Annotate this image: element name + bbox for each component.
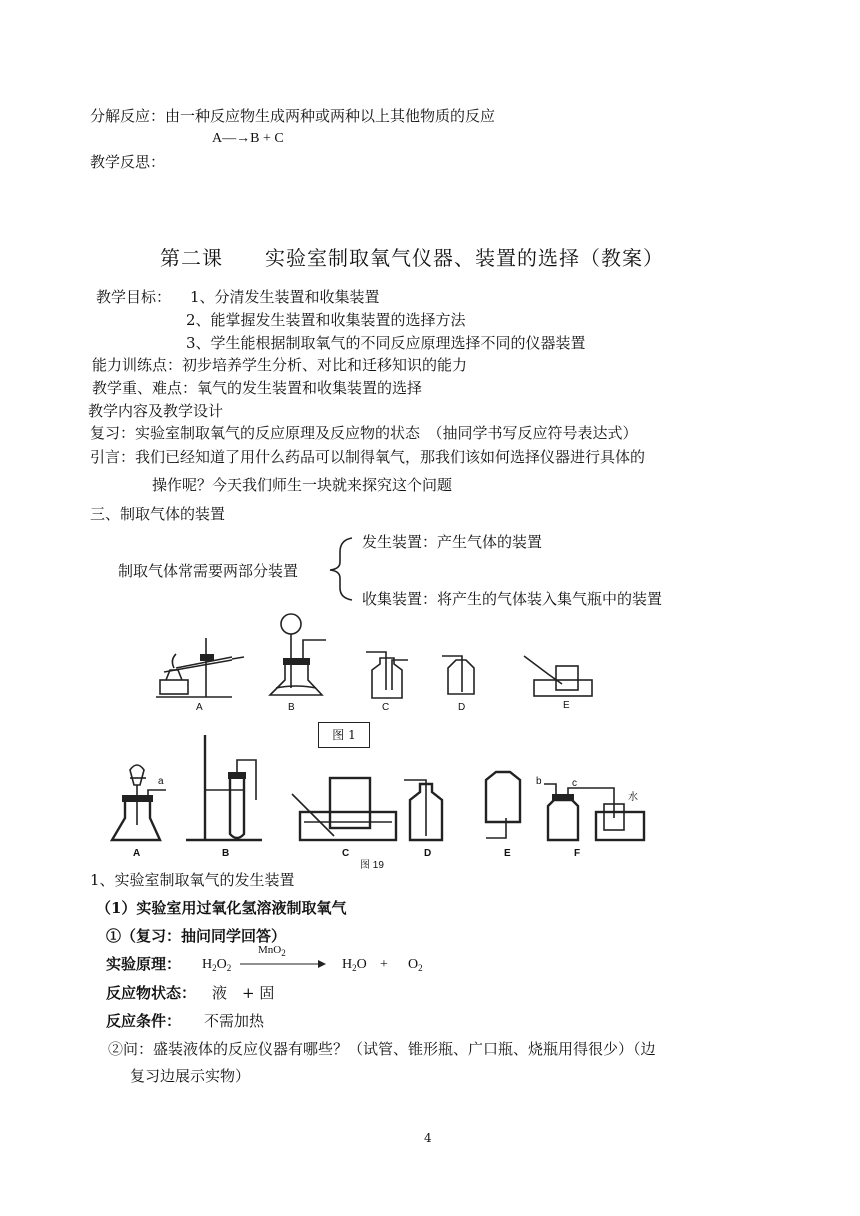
fig19-caption: 图 19 <box>360 860 384 871</box>
content-heading: 教学内容及教学设计 <box>88 402 224 420</box>
decomposition-equation: A—→B + C <box>212 131 284 146</box>
equation-plus: + <box>380 957 388 972</box>
condition-value: 不需加热 <box>204 1012 265 1030</box>
ability-point: 能力训练点：初步培养学生分析、对比和迁移知识的能力 <box>92 356 468 374</box>
fig1-apparatus-d <box>442 656 474 694</box>
fig19-label-c: C <box>342 848 350 859</box>
intro-line-2: 操作呢？今天我们师生一块就来探究这个问题 <box>152 476 453 494</box>
fig1-apparatus-e <box>524 656 592 696</box>
question-2-line-2: 复习边展示实物） <box>130 1067 251 1085</box>
fig1-label-c: C <box>382 702 390 713</box>
equation-catalyst: MnO$_2$ <box>258 944 286 958</box>
fig1-label-b: B <box>288 702 295 713</box>
fig1-caption: 图 1 <box>318 722 370 748</box>
fig1-label-e: E <box>563 700 570 711</box>
fig19-apparatus-c <box>292 778 396 840</box>
fig19-apparatus-e <box>486 772 520 838</box>
fig19-apparatus-b <box>186 735 262 840</box>
fig19-label-a-small: a <box>158 776 164 787</box>
page-number: 4 <box>424 1131 432 1145</box>
state-label: 反应物状态： <box>106 984 197 1002</box>
brace-icon <box>330 538 352 600</box>
lesson-title: 第二课 实验室制取氧气仪器、装置的选择（教案） <box>160 246 664 270</box>
fig19-label-e: E <box>504 848 511 859</box>
collection-device: 收集装置：将产生的气体装入集气瓶中的装置 <box>362 590 663 608</box>
goals-label: 教学目标： <box>96 288 172 306</box>
fig19-label-b: B <box>222 848 230 859</box>
two-parts-label: 制取气体常需要两部分装置 <box>118 562 299 580</box>
equation-reactant: $H_2O_2$ <box>202 957 232 973</box>
condition-label: 反应条件： <box>106 1012 182 1030</box>
fig19-label-water: 水 <box>628 792 638 803</box>
generation-device: 发生装置：产生气体的装置 <box>362 533 543 551</box>
goal-2: 2、能掌握发生装置和收集装置的选择方法 <box>186 311 466 329</box>
state-value: 液 + 固 <box>212 984 275 1002</box>
section-1: 1、实验室制取氧气的发生装置 <box>90 871 295 889</box>
circle-1: ①（复习：抽问同学回答） <box>106 927 287 945</box>
principle-label: 实验原理： <box>106 955 182 973</box>
section-1-1: （1）实验室用过氧化氢溶液制取氧气 <box>96 899 347 917</box>
goal-3: 3、学生能根据制取氧气的不同反应原理选择不同的仪器装置 <box>186 334 586 352</box>
fig1-apparatus-a <box>156 638 244 697</box>
fig19-apparatus-d <box>404 780 442 840</box>
fig19-label-a: A <box>133 848 141 859</box>
fig1-apparatus-c <box>366 652 408 698</box>
equation-product-oxygen: $O_2$ <box>408 957 423 973</box>
question-2-line-1: ②问：盛装液体的反应仪器有哪些？（试管、锥形瓶、广口瓶、烧瓶用得很少）（边 <box>108 1040 656 1058</box>
teaching-reflection: 教学反思： <box>90 153 166 171</box>
fig1-label-a: A <box>196 702 203 713</box>
fig1-apparatus-b <box>270 614 326 695</box>
fig19-label-b-small: b <box>536 776 542 787</box>
fig19-label-f: F <box>574 848 581 859</box>
intro-line-1: 引言：我们已经知道了用什么药品可以制得氧气，那我们该如何选择仪器进行具体的 <box>90 448 646 466</box>
equation-product-water: $H_2O$ <box>342 957 367 973</box>
decomposition-definition: 分解反应：由一种反应物生成两种或两种以上其他物质的反应 <box>90 107 496 125</box>
goal-1: 1、分清发生装置和收集装置 <box>190 288 380 306</box>
key-point: 教学重、难点：氧气的发生装置和收集装置的选择 <box>92 379 423 397</box>
section-3-heading: 三、制取气体的装置 <box>90 505 226 523</box>
fig19-label-d: D <box>424 848 432 859</box>
fig1-label-d: D <box>458 702 466 713</box>
fig19-label-c-small: c <box>572 778 577 789</box>
review-line: 复习：实验室制取氧气的反应原理及反应物的状态 （抽同学书写反应符号表达式） <box>90 424 638 442</box>
